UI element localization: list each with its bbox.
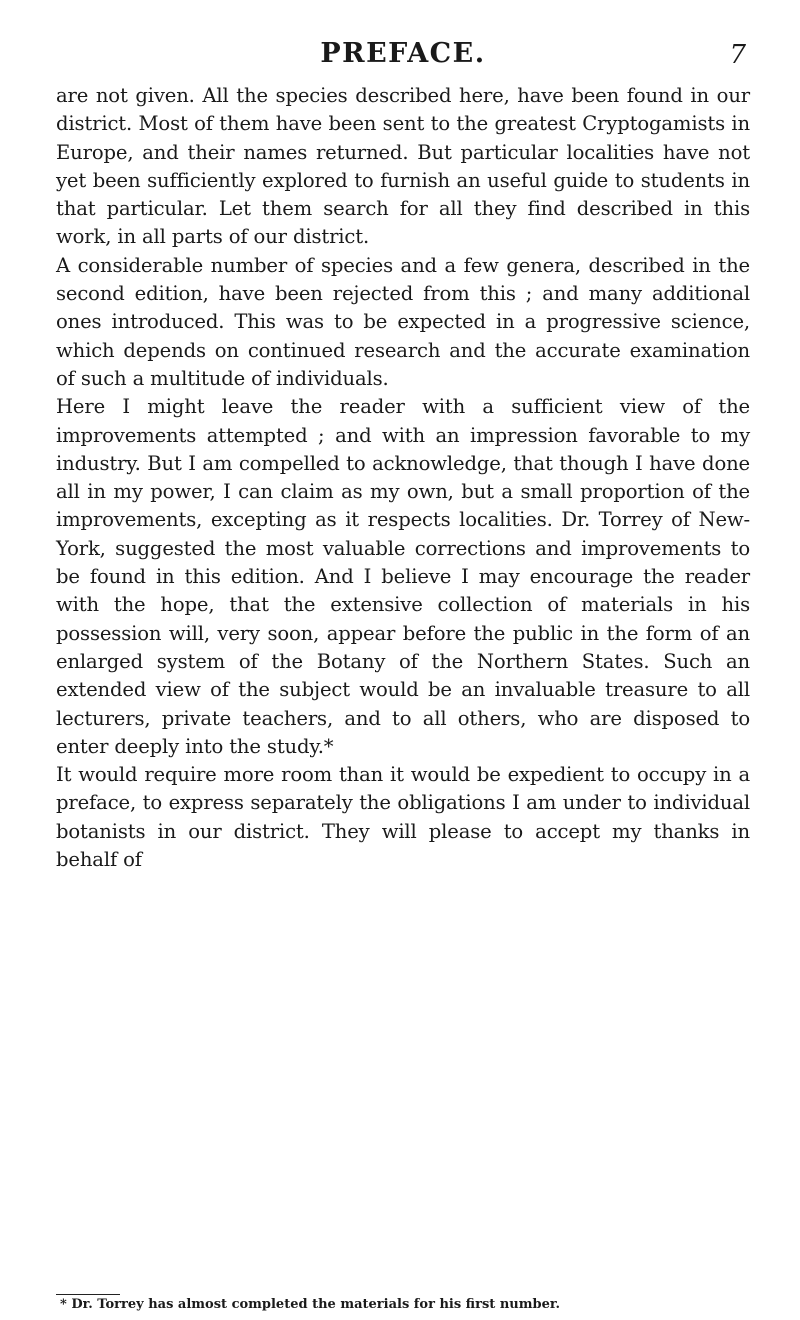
paragraph-4: It would require more room than it would be expedient to occupy in a preface, to express separately the obligations I am under to individual botanists in our district. They will please to accept my thanks in behalf of [56,763,750,872]
footnote: * Dr. Torrey has almost completed the materials for his first number. [60,1297,561,1312]
paragraph-1: are not given. All the species described here, have been found in our district. Most of them have been sent to the greatest Cryptogamists in Europe, and their names returned. But particular localities have not yet been sufficiently explored to furnish an useful guide to students in that particular. Let them search for all they find described in this work, in all parts of our district. [56,84,750,249]
body-text [56,82,750,874]
paragraph-2: A considerable number of species and a few genera, described in the second edition, have been rejected from this ; and many additional ones introduced. This was to be expected in a progressive science, which depends on continued research and the accurate examination of such a multitude of individuals. [56,253,750,390]
page-number: 7 [729,40,746,70]
running-head [56,38,750,78]
paragraph-3: Here I might leave the reader with a sufficient view of the improvements attempted ; and with an impression favorable to my industry. But I am compelled to acknowledge, that though I have done all in my power, I can claim as my own, but a small proportion of the improvements, excepting as it respects localities. Dr. Torrey of New-York, suggested the most valuable corrections and improvements to be found in this edition. And I believe I may encourage the reader with the hope, that the extensive collection of materials in his possession will, very soon, appear before the public in the form of an enlarged system of the Botany of the Northern States. Such an extended view of the subject would be an invaluable treasure to all lecturers, private teachers, and to all others, who are disposed to enter deeply into the study.* [56,395,750,758]
page-header-title: PREFACE. [320,38,486,69]
footnote-divider [56,1294,120,1295]
